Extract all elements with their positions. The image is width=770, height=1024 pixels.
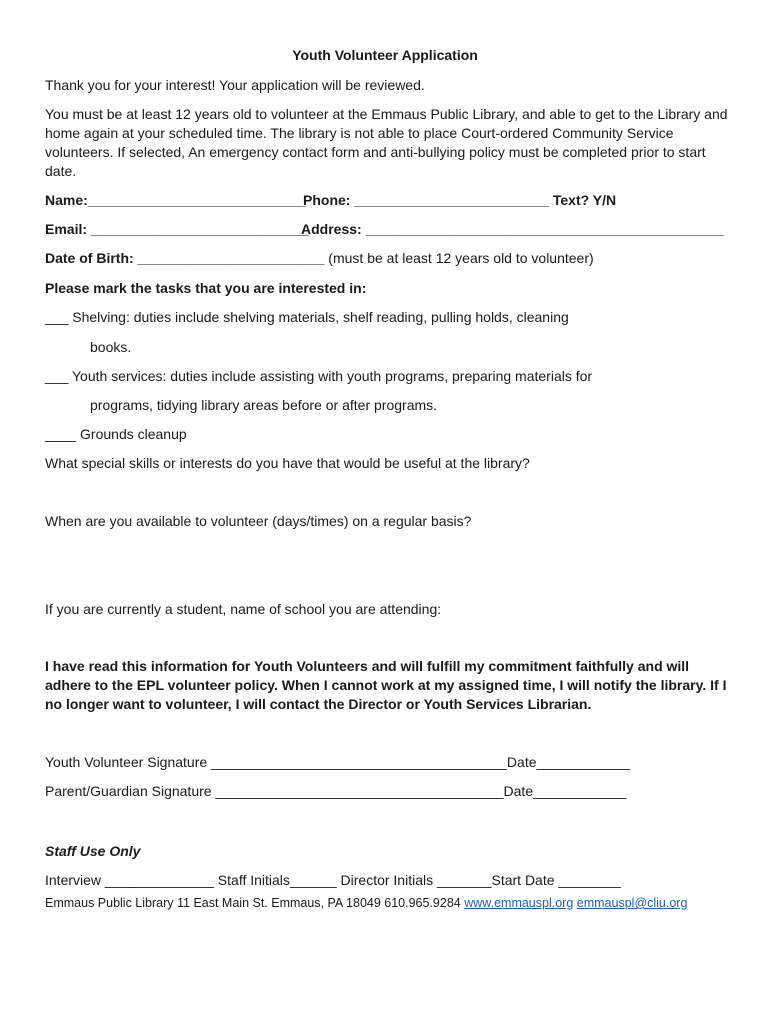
email-link[interactable]: emmauspl@cliu.org: [576, 896, 688, 910]
website-link[interactable]: www.emmauspl.org: [464, 896, 574, 910]
question-skills: What special skills or interests do you have that would be useful at the library?: [45, 455, 530, 471]
name-field[interactable]: [45, 191, 306, 209]
dob-label: Date of Birth: ________________________: [45, 250, 325, 266]
task-youth-services-cont: programs, tidying library areas before or after programs.: [90, 397, 438, 413]
address-label: Address: ______________________________________________: [301, 221, 724, 237]
dob-note: (must be at least 12 years old to volunteer): [324, 250, 594, 266]
task-shelving-cont: books.: [90, 339, 132, 355]
phone-field[interactable]: [303, 191, 616, 209]
staff-use-fields[interactable]: Interview ______________ Staff Initials______ Director Initials _______Start Date ________: [45, 872, 621, 888]
intro-paragraph: You must be at least 12 years old to volunteer at the Emmaus Public Library, and able to get to the Library and home again at your scheduled time. The library is not able to place Court-ordered Community Service volunteers. If selected, An emergency contact form and anti-bullying policy must be completed prior to start date.: [45, 106, 728, 179]
page-title: Youth Volunteer Application: [292, 47, 478, 63]
youth-signature-line[interactable]: Youth Volunteer Signature ______________________________________Date____________: [45, 754, 630, 770]
dob-field[interactable]: [45, 249, 594, 267]
email-field[interactable]: [45, 220, 309, 238]
footer-address: Emmaus Public Library 11 East Main St. Emmaus, PA 18049 610.965.9284: [45, 896, 465, 910]
name-label: Name:____________________________: [45, 192, 306, 208]
task-grounds-cleanup[interactable]: ____ Grounds cleanup: [45, 426, 187, 442]
question-school: If you are currently a student, name of school you are attending:: [45, 601, 442, 617]
footer: [45, 894, 687, 912]
tasks-heading: Please mark the tasks that you are interested in:: [45, 280, 367, 296]
parent-signature-line[interactable]: Parent/Guardian Signature _____________________________________Date____________: [45, 783, 627, 799]
thanks-text: Thank you for your interest! Your application will be reviewed.: [45, 77, 425, 93]
task-shelving[interactable]: ___ Shelving: duties include shelving materials, shelf reading, pulling holds, cleaning: [45, 309, 569, 325]
staff-use-heading: Staff Use Only: [45, 843, 141, 859]
agreement-statement: I have read this information for Youth Volunteers and will fulfill my commitment faithfully and will adhere to the EPL volunteer policy. When I cannot work at my assigned time, I will notify the library. If I no longer want to volunteer, I will contact the Director or Youth Services Librarian.: [45, 658, 727, 712]
email-label: Email: ____________________________: [45, 221, 309, 237]
question-availability: When are you available to volunteer (days/times) on a regular basis?: [45, 513, 472, 529]
task-youth-services[interactable]: ___ Youth services: duties include assisting with youth programs, preparing materials for: [45, 368, 593, 384]
address-field[interactable]: [301, 220, 724, 238]
phone-label: Phone: _________________________ Text? Y/N: [303, 192, 617, 208]
